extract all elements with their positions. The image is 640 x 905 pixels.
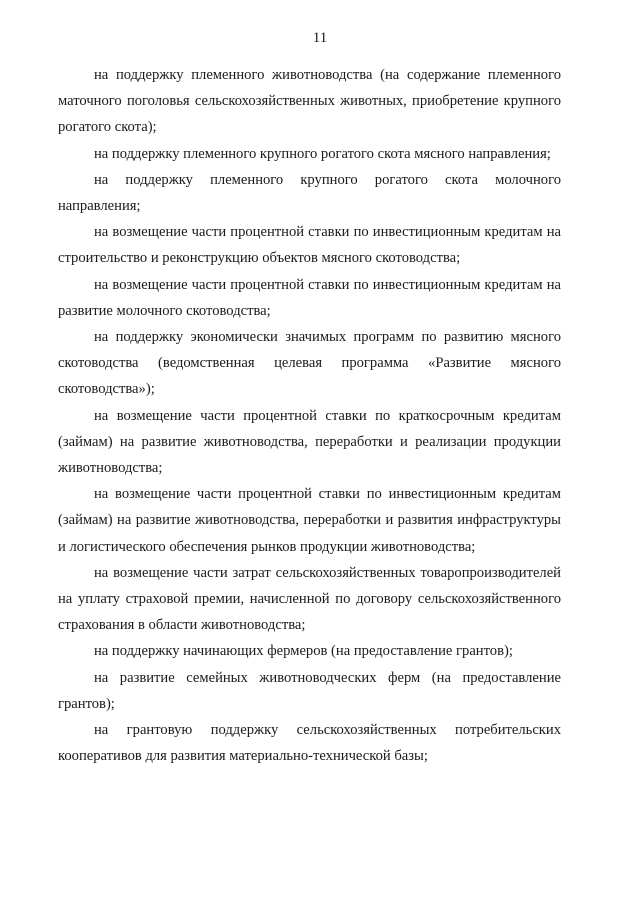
paragraph-novice-farmers: на поддержку начинающих фермеров (на предоставление грантов); (94, 643, 513, 660)
paragraph-short-term-credit: на возмещение части процентной ставки по краткосрочным кредитам (займам) на развитие животноводства, переработки и реализации продукции животноводства; (58, 407, 561, 477)
paragraph-beef-cattle-breeding: на поддержку племенного крупного рогатого скота мясного направления; (94, 145, 551, 162)
paragraph-family-farms: на развитие семейных животноводческих ферм (на предоставление грантов); (58, 669, 561, 712)
paragraph-insurance: на возмещение части затрат сельскохозяйственных товаропроизводителей на уплату страховой премии, начисленной по договору сельскохозяйственного страхования в области животноводства; (58, 564, 561, 634)
paragraph-dairy-investment-credit: на возмещение части процентной ставки по инвестиционным кредитам на развитие молочного скотоводства; (58, 276, 561, 319)
paragraph-cooperatives: на грантовую поддержку сельскохозяйственных потребительских кооперативов для развития материально-технической базы; (58, 722, 561, 765)
document-body (58, 62, 561, 769)
paragraph-infrastructure-credit: на возмещение части процентной ставки по инвестиционным кредитам (займам) на развитие животноводства, переработки и развития инфраструктуры и логистического обеспечения рынков продукции животноводства; (58, 486, 561, 555)
paragraph-breeding-livestock: на поддержку племенного животноводства (на содержание племенного маточного поголовья сельскохозяйственных животных, приобретение крупного рогатого скота); (58, 67, 561, 136)
page-number: 11 (312, 30, 328, 46)
paragraph-dairy-cattle-breeding: на поддержку племенного крупного рогатого скота молочного направления; (58, 171, 561, 215)
paragraph-beef-investment-credit: на возмещение части процентной ставки по инвестиционным кредитам на строительство и реконструкцию объектов мясного скотоводства; (58, 224, 561, 267)
paragraph-beef-programs: на поддержку экономически значимых программ по развитию мясного скотоводства (ведомственная целевая программа «Развитие мясного скотоводства»); (58, 329, 561, 398)
